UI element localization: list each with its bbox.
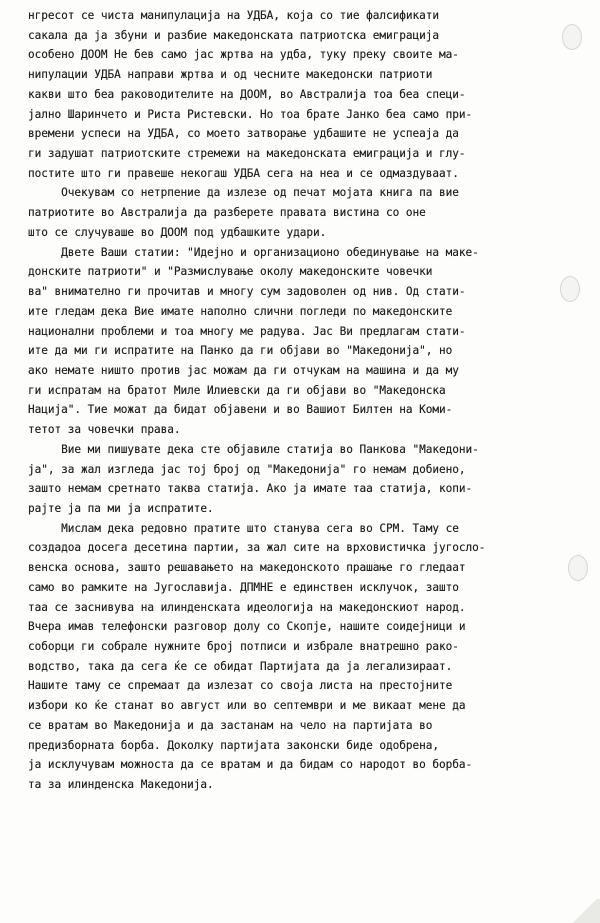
text-line: се вратам во Македонија и да застанам на чело на партијата во: [28, 718, 433, 732]
text-line: таа се заснивува на илинденската идеологија на македонскиот народ.: [28, 600, 466, 614]
text-line: нгресот се чиста манипулација на УДБА, која со тие фалсификати: [28, 9, 439, 22]
text-line: зашто немам сретнато таква статија. Ако ја имате таа статија, копи-: [28, 482, 473, 496]
text-line: Очекувам со нетрпение да излезе од печат мојата книга па вие: [28, 186, 459, 200]
text-line: нипулации УДБА направи жртва и од чесните македонски патриоти: [28, 68, 433, 82]
text-line: ја", за жал изгледа јас тој број од "Македонија" го немам добиено,: [28, 462, 466, 476]
text-line: Мислам дека редовно пратите што станува сега во СРМ. Таму се: [28, 521, 459, 535]
text-line: Вие ми пишувате дека сте објавиле статија во Панкова "Македони-: [28, 442, 479, 456]
text-line: ва" внимателно ги прочитав и многу сум задоволен од нив. Од стати-: [28, 285, 466, 299]
text-line: создадоа досега десетина партии, за жал сите на врховистичка југосло-: [28, 541, 486, 555]
text-line: само во рамките на Југославија. ДПМНЕ е единствен исклучок, зашто: [28, 580, 459, 594]
text-line: особено ДООМ Не бев само јас жртва на удба, туку преку своите ма-: [28, 48, 459, 62]
page-corner: [570, 899, 600, 923]
text-line: предизборната борба. Доколку партијата законски биде одобрена,: [28, 738, 439, 752]
text-line: патриотите во Австралија да разберете правата вистина со оне: [28, 206, 426, 220]
text-line: јално Шаринчето и Риста Ристевски. Но тоа брате Јанко беа само при-: [28, 107, 473, 121]
text-line: тетот за човечки права.: [28, 423, 181, 437]
text-line: Нашите таму се спремаат да излезат со своја листа на престојните: [28, 679, 453, 693]
text-line: ги задушат патриотските стремежи на македонската емиграција и глу-: [28, 147, 466, 161]
text-line: ако немате ништо против јас можам да ги отчукам на машина и да му: [28, 363, 459, 377]
text-line: водство, така да сега ќе се обидат Партијата да ја легализираат.: [28, 659, 453, 673]
text-line: ја исклучувам можноста да се вратам и да бидам со народот во борба-: [28, 758, 473, 772]
text-line: времени успеси на УДБА, со моето затворање удбашите не успеаја да: [28, 127, 459, 141]
text-line: сакала да ја збуни и разбие македонската патриотска емиграција: [28, 28, 439, 42]
text-line: постите што ги правеше некогаш УДБА сега на неа и се одмаздуваат.: [28, 166, 459, 180]
text-line: рајте ја па ми ја испратите.: [28, 501, 214, 515]
text-line: национални проблеми и тоа многу ме радува. Јас Ви предлагам стати-: [28, 324, 466, 338]
typewritten-text-block: [28, 6, 588, 795]
text-line: ите гледам дека Вие имате наполно слични погледи по македонските: [28, 304, 453, 318]
text-line: избори ко ќе станат во август или во септември и ме викаат мене да: [28, 699, 466, 713]
text-line: што се случуваше во ДООМ под удбашките удари.: [28, 225, 327, 239]
text-line: донските патриоти" и "Размислување околу македонските човечки: [28, 265, 433, 279]
text-line: какви што беа раководителите на ДООМ, во Австралија тоа беа специ-: [28, 87, 466, 101]
text-line: ги испратам на братот Миле Илиевски да ги објави во "Македонска: [28, 383, 446, 397]
text-line: Нација". Тие можат да бидат објавени и во Вашиот Билтен на Коми-: [28, 403, 453, 417]
text-line: та за илинденска Македонија.: [28, 778, 214, 792]
text-line: Двете Ваши статии: "Идејно и организационо обединување на маке-: [28, 245, 479, 259]
text-line: венска основа, зашто решавањето на македонското прашање го гледаат: [28, 561, 466, 575]
text-line: ите да ми ги испратите на Панко да ги објави во "Македонија", но: [28, 344, 453, 358]
text-line: Вчера имав телефонски разговор долу со Скопје, нашите соидејници и: [28, 620, 466, 634]
text-line: соборци ги собрале нужните број потписи и избрале внатрешно рако-: [28, 640, 459, 653]
